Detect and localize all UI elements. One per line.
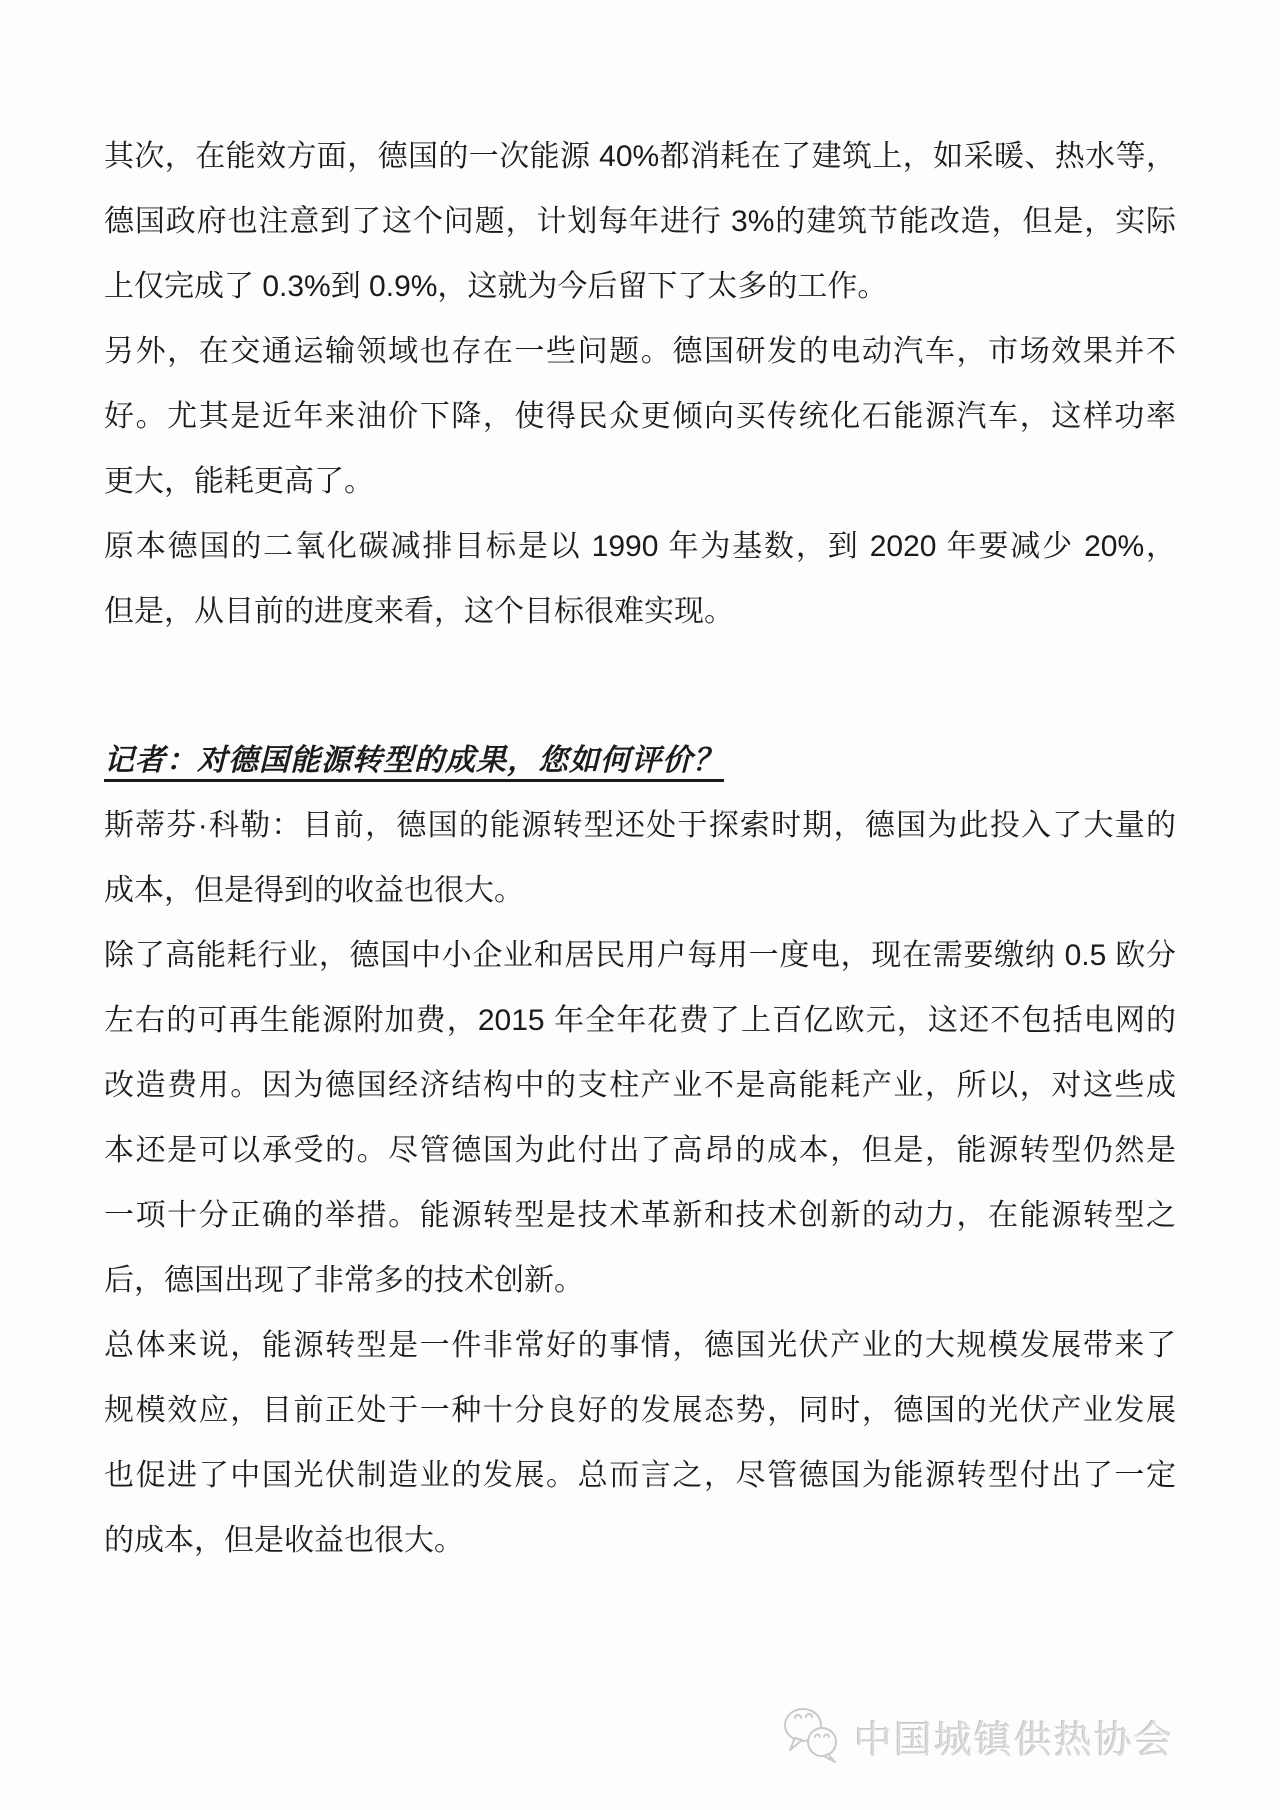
text-line: 的成本，但是收益也很大。 <box>104 1524 464 1557</box>
paragraph <box>104 124 1176 319</box>
text-line: 一项十分正确的举措。能源转型是技术革新和技术创新的动力，在能源转型之 <box>104 1199 1176 1232</box>
text-line: 规模效应，目前正处于一种十分良好的发展态势，同时，德国的光伏产业发展 <box>104 1394 1176 1427</box>
question-heading-text: 记者：对德国能源转型的成果，您如何评价？ <box>104 744 724 777</box>
text-line: 好。尤其是近年来油价下降，使得民众更倾向买传统化石能源汽车，这样功率 <box>104 400 1176 433</box>
text-line: 另外，在交通运输领域也存在一些问题。德国研发的电动汽车，市场效果并不 <box>104 335 1176 368</box>
text-line: 后，德国出现了非常多的技术创新。 <box>104 1264 584 1297</box>
text-line: 总体来说，能源转型是一件非常好的事情，德国光伏产业的大规模发展带来了 <box>104 1329 1176 1362</box>
paragraph <box>104 923 1176 1313</box>
text-line: 斯蒂芬·科勒：目前，德国的能源转型还处于探索时期，德国为此投入了大量的 <box>104 809 1176 842</box>
watermark-text: 中国城镇供热协会 <box>853 1719 1174 1762</box>
text-line: 更大，能耗更高了。 <box>104 465 374 498</box>
watermark <box>778 1700 1174 1772</box>
paragraph <box>104 1313 1176 1573</box>
text-line: 原本德国的二氧化碳减排目标是以 1990 年为基数，到 2020 年要减少 20%， <box>104 530 1176 563</box>
text-line: 德国政府也注意到了这个问题，计划每年进行 3%的建筑节能改造，但是，实际 <box>104 205 1176 238</box>
paragraph <box>104 319 1176 514</box>
paragraph <box>104 793 1176 923</box>
text-line: 上仅完成了 0.3%到 0.9%，这就为今后留下了太多的工作。 <box>104 270 888 303</box>
text-line: 左右的可再生能源附加费，2015 年全年花费了上百亿欧元，这还不包括电网的 <box>104 1004 1176 1037</box>
paragraph <box>104 514 1176 644</box>
text-line: 除了高能耗行业，德国中小企业和居民用户每用一度电，现在需要缴纳 0.5 欧分 <box>104 939 1176 972</box>
text-line: 其次，在能效方面，德国的一次能源 40%都消耗在了建筑上，如采暖、热水等， <box>104 140 1176 173</box>
text-line: 也促进了中国光伏制造业的发展。总而言之，尽管德国为能源转型付出了一定 <box>104 1459 1176 1492</box>
wechat-icon <box>778 1700 844 1772</box>
text-line: 改造费用。因为德国经济结构中的支柱产业不是高能耗产业，所以，对这些成 <box>104 1069 1176 1102</box>
text-line: 成本，但是得到的收益也很大。 <box>104 874 524 907</box>
text-line: 本还是可以承受的。尽管德国为此付出了高昂的成本，但是，能源转型仍然是 <box>104 1134 1176 1167</box>
text-line: 但是，从目前的进度来看，这个目标很难实现。 <box>104 595 734 628</box>
article-body <box>104 124 1176 1573</box>
interview-question-heading <box>104 728 1176 793</box>
